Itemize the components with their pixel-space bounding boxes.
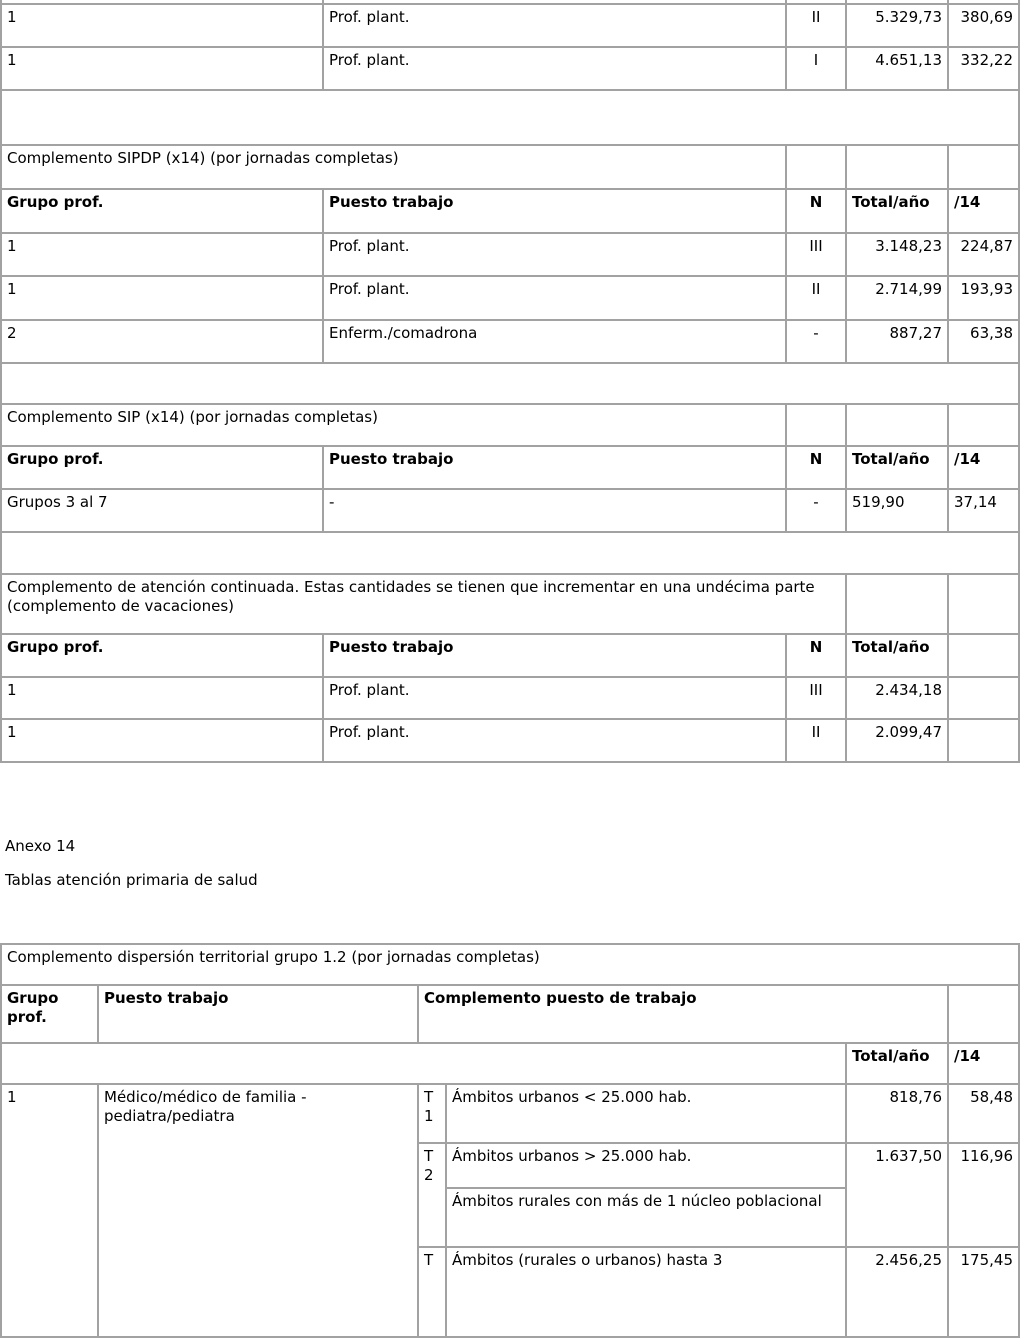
n-cell: II xyxy=(786,719,846,762)
ambito-cell: Ámbitos urbanos < 25.000 hab. xyxy=(446,1084,846,1143)
puesto-cell: Prof. plant. xyxy=(323,276,786,320)
spacer-row xyxy=(1,532,1019,574)
dispersion-territorial-table xyxy=(0,943,1020,1338)
puesto-cell: Médico/médico de familia - pediatra/pediatra xyxy=(98,1084,418,1337)
total-cell: 2.434,18 xyxy=(846,677,948,719)
empty-cell xyxy=(948,404,1019,446)
whitespace xyxy=(0,763,1026,837)
column-header-complemento: Complemento puesto de trabajo xyxy=(418,985,948,1043)
empty-cell xyxy=(846,145,948,189)
column-header-total: Total/año xyxy=(846,1043,948,1084)
puesto-cell: Prof. plant. xyxy=(323,4,786,47)
per14-cell: 224,87 xyxy=(948,233,1019,276)
header-row xyxy=(1,634,1019,677)
grupo-cell: 1 xyxy=(1,4,323,47)
column-header-puesto: Puesto trabajo xyxy=(323,446,786,489)
table-row xyxy=(1,4,1019,47)
column-header-n: N xyxy=(786,446,846,489)
per14-cell: 58,48 xyxy=(948,1084,1019,1143)
header-row xyxy=(1,446,1019,489)
n-cell: II xyxy=(786,4,846,47)
ambito-cell: Ámbitos (rurales o urbanos) hasta 3 xyxy=(446,1247,846,1337)
per14-cell: 37,14 xyxy=(948,489,1019,532)
anexo-heading: Anexo 14 xyxy=(5,837,76,855)
grupo-cell: 1 xyxy=(1,276,323,320)
empty-cell xyxy=(1,90,1019,145)
n-cell: III xyxy=(786,677,846,719)
puesto-cell: - xyxy=(323,489,786,532)
empty-cell xyxy=(1,363,1019,404)
total-cell: 2.714,99 xyxy=(846,276,948,320)
grupo-cell: Grupos 3 al 7 xyxy=(1,489,323,532)
per14-cell: 193,93 xyxy=(948,276,1019,320)
empty-cell xyxy=(1,532,1019,574)
table-row xyxy=(1,677,1019,719)
total-cell: 519,90 xyxy=(846,489,948,532)
column-header-grupo: Grupo prof. xyxy=(1,985,98,1043)
atencion-caption: Complemento de atención continuada. Estas cantidades se tienen que incrementar en una undécima parte (complemento de vacaciones) xyxy=(1,574,846,634)
empty-cell xyxy=(786,404,846,446)
total-cell: 2.456,25 xyxy=(846,1247,948,1337)
table-row xyxy=(1,489,1019,532)
grupo-cell: 2 xyxy=(1,320,323,363)
total-cell: 5.329,73 xyxy=(846,4,948,47)
empty-cell xyxy=(948,145,1019,189)
empty-cell xyxy=(948,719,1019,762)
n-cell: - xyxy=(786,320,846,363)
spacer-row xyxy=(1,363,1019,404)
spacer-row xyxy=(1,90,1019,145)
n-cell: - xyxy=(786,489,846,532)
n-cell: II xyxy=(786,276,846,320)
per14-cell: 63,38 xyxy=(948,320,1019,363)
dispersion-caption: Complemento dispersión territorial grupo 1.2 (por jornadas completas) xyxy=(1,944,1019,985)
anexo-subheading: Tablas atención primaria de salud xyxy=(5,871,258,889)
grupo-cell: 1 xyxy=(1,677,323,719)
ambito-cell: Ámbitos urbanos > 25.000 hab. xyxy=(446,1143,846,1188)
per14-cell: 332,22 xyxy=(948,47,1019,90)
grupo-cell: 1 xyxy=(1,719,323,762)
total-cell: 2.099,47 xyxy=(846,719,948,762)
empty-cell xyxy=(948,634,1019,677)
whitespace xyxy=(0,856,1026,871)
table-row xyxy=(1,1084,1019,1143)
sip-caption: Complemento SIP (x14) (por jornadas completas) xyxy=(1,404,786,446)
total-cell: 3.148,23 xyxy=(846,233,948,276)
header-row xyxy=(1,985,1019,1043)
grupo-cell: 1 xyxy=(1,47,323,90)
column-header-puesto: Puesto trabajo xyxy=(323,189,786,233)
empty-cell xyxy=(1,1043,846,1084)
column-header-per14: /14 xyxy=(948,1043,1019,1084)
tramo-cell: T 2 xyxy=(418,1143,446,1247)
empty-cell xyxy=(948,677,1019,719)
column-header-grupo: Grupo prof. xyxy=(1,634,323,677)
n-cell: I xyxy=(786,47,846,90)
whitespace xyxy=(0,890,1026,943)
grupo-cell: 1 xyxy=(1,1084,98,1337)
column-header-total: Total/año xyxy=(846,446,948,489)
column-header-n: N xyxy=(786,189,846,233)
puesto-cell: Enferm./comadrona xyxy=(323,320,786,363)
column-header-total: Total/año xyxy=(846,189,948,233)
section-caption-row xyxy=(1,944,1019,985)
column-header-puesto: Puesto trabajo xyxy=(323,634,786,677)
per14-cell: 116,96 xyxy=(948,1143,1019,1247)
column-header-puesto: Puesto trabajo xyxy=(98,985,418,1043)
column-header-n: N xyxy=(786,634,846,677)
column-header-per14: /14 xyxy=(948,189,1019,233)
tramo-cell: T xyxy=(418,1247,446,1337)
ambito-cell: Ámbitos rurales con más de 1 núcleo poblacional xyxy=(446,1188,846,1247)
puesto-cell: Prof. plant. xyxy=(323,719,786,762)
empty-cell xyxy=(786,145,846,189)
grupo-cell: 1 xyxy=(1,233,323,276)
table-row xyxy=(1,47,1019,90)
total-cell: 1.637,50 xyxy=(846,1143,948,1247)
table-row xyxy=(1,233,1019,276)
empty-cell xyxy=(846,574,948,634)
per14-cell: 380,69 xyxy=(948,4,1019,47)
tramo-cell: T 1 xyxy=(418,1084,446,1143)
column-header-total: Total/año xyxy=(846,634,948,677)
sipdp-caption: Complemento SIPDP (x14) (por jornadas completas) xyxy=(1,145,786,189)
total-cell: 818,76 xyxy=(846,1084,948,1143)
column-header-grupo: Grupo prof. xyxy=(1,446,323,489)
section-caption-row xyxy=(1,145,1019,189)
table-row xyxy=(1,276,1019,320)
column-header-per14: /14 xyxy=(948,446,1019,489)
puesto-cell: Prof. plant. xyxy=(323,677,786,719)
empty-cell xyxy=(846,404,948,446)
table-row xyxy=(1,320,1019,363)
header-row xyxy=(1,189,1019,233)
section-caption-row xyxy=(1,404,1019,446)
section-caption-row xyxy=(1,574,1019,634)
n-cell: III xyxy=(786,233,846,276)
header-row xyxy=(1,1043,1019,1084)
total-cell: 4.651,13 xyxy=(846,47,948,90)
empty-cell xyxy=(948,985,1019,1043)
table-row xyxy=(1,719,1019,762)
empty-cell xyxy=(948,574,1019,634)
total-cell: 887,27 xyxy=(846,320,948,363)
column-header-grupo: Grupo prof. xyxy=(1,189,323,233)
per14-cell: 175,45 xyxy=(948,1247,1019,1337)
puesto-cell: Prof. plant. xyxy=(323,233,786,276)
puesto-cell: Prof. plant. xyxy=(323,47,786,90)
